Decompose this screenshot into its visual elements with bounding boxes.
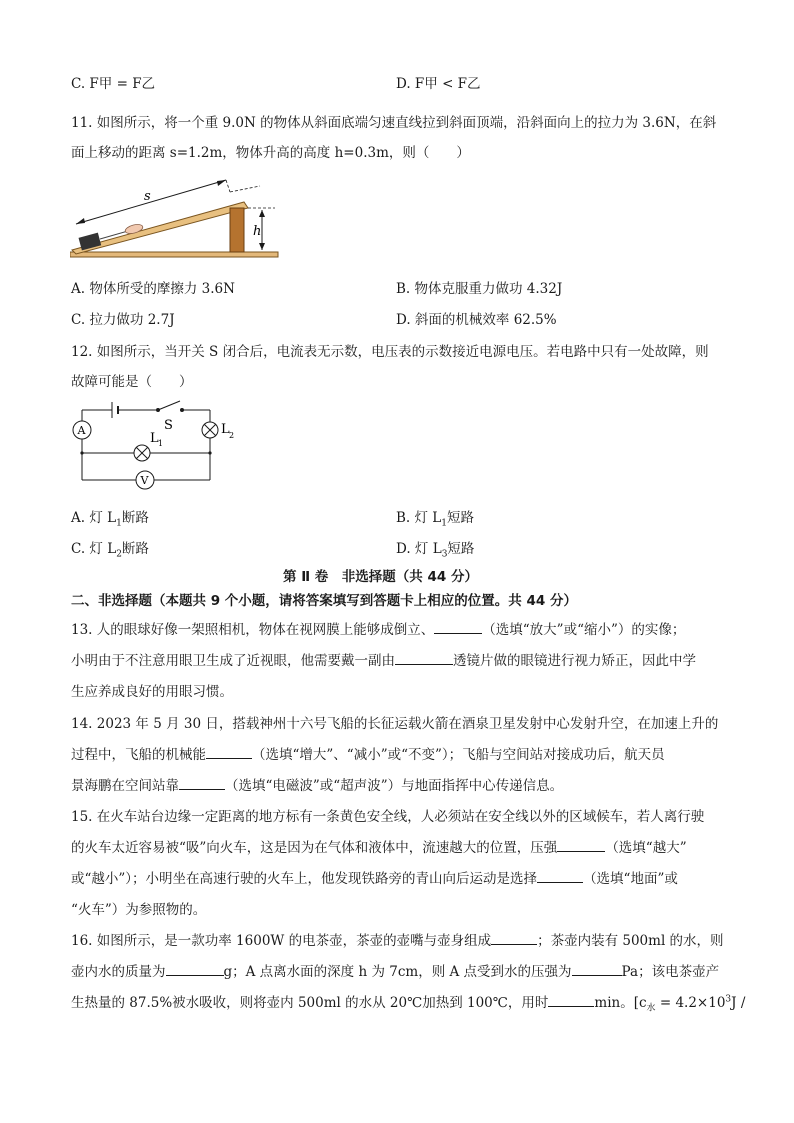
label-s: s bbox=[144, 189, 151, 204]
q16-line2: 壶内水的质量为 g；A 点离水面的深度 h 为 7cm，则 A 点受到水的压强为 Pa；该电茶壶产 bbox=[71, 960, 719, 980]
q16-blank4[interactable] bbox=[548, 992, 594, 1007]
q11-option-a: A. 物体所受的摩擦力 3.6N bbox=[71, 281, 235, 297]
q12-option-a: A. 灯 $L_1$断路 bbox=[71, 510, 149, 529]
q15-blank1[interactable] bbox=[557, 837, 605, 852]
voltmeter-label: V bbox=[140, 474, 149, 487]
q15-line1: 15. 在火车站台边缘一定距离的地方标有一条黄色安全线，人必须站在安全线以外的区域候车，若人离行驶 bbox=[71, 809, 705, 825]
q11-option-c: C. 拉力做功 2.7J bbox=[71, 312, 175, 328]
q12-option-b: B. 灯 $L_1$短路 bbox=[396, 510, 474, 529]
option-d-prev: D. F甲 < F乙 bbox=[396, 76, 481, 92]
q11-option-d: D. 斜面的机械效率 62.5% bbox=[396, 312, 557, 328]
part2-heading: 二、非选择题（本题共 9 个小题，请将答案填写到答题卡上相应的位置。共 44 分） bbox=[71, 593, 577, 609]
q15-line3: 或“越小”）；小明坐在高速行驶的火车上，他发现铁路旁的青山向后运动是选择 （选填“地面”或 bbox=[71, 867, 678, 887]
circuit-figure bbox=[70, 398, 245, 496]
q13-blank1[interactable] bbox=[434, 619, 482, 634]
q15-blank2[interactable] bbox=[537, 868, 583, 883]
q12-stem-line2: 故障可能是（ ） bbox=[71, 374, 193, 390]
q16-blank1[interactable] bbox=[491, 930, 537, 945]
q12-option-c: C. 灯 $L_2$断路 bbox=[71, 541, 149, 560]
q14-line2: 过程中，飞船的机械能 （选填“增大”、“减小”或“不变”）；飞船与空间站对接成功后，航天员 bbox=[71, 743, 665, 763]
support-block bbox=[230, 208, 244, 252]
q14-blank1[interactable] bbox=[206, 744, 252, 759]
lamp2-sub: 2 bbox=[229, 431, 235, 440]
q11-option-b: B. 物体克服重力做功 4.32J bbox=[396, 281, 563, 297]
q13-line2: 小明由于不注意用眼卫生成了近视眼，他需要戴一副由 透镜片做的眼镜进行视力矫正，因此中学 bbox=[71, 649, 696, 669]
lamp1-label: L bbox=[150, 431, 159, 446]
lamp2-label: L bbox=[221, 422, 230, 437]
q13-blank2[interactable] bbox=[395, 650, 453, 665]
lamp1-sub: 1 bbox=[158, 439, 164, 448]
q14-line1: 14. 2023 年 5 月 30 日，搭载神州十六号飞船的长征运载火箭在酒泉卫星发射中心发射升空，在加速上升的 bbox=[71, 716, 719, 732]
q16-line1: 16. 如图所示，是一款功率 1600W 的电茶壶，茶壶的壶嘴与壶身组成 ；茶壶内装有 500ml 的水，则 bbox=[71, 929, 724, 949]
q12-option-d: D. 灯 $L_3$短路 bbox=[396, 541, 475, 560]
label-h: h bbox=[253, 224, 262, 239]
option-c-prev: C. F甲 = F乙 bbox=[71, 76, 156, 92]
incline-plank bbox=[72, 202, 248, 254]
q13-line3: 生应养成良好的用眼习惯。 bbox=[71, 684, 233, 700]
section-title: 第 Ⅱ 卷 非选择题（共 44 分） bbox=[283, 569, 478, 585]
q13-line1: 13. 人的眼球好像一架照相机，物体在视网膜上能够成倒立、 （选填“放大”或“缩小”）的实像； bbox=[71, 618, 685, 638]
incline-figure bbox=[70, 172, 285, 264]
ground-plank bbox=[70, 252, 278, 257]
ammeter-label: A bbox=[77, 424, 86, 437]
q15-line4: “火车”）为参照物的。 bbox=[71, 902, 207, 918]
q14-line3: 景海鹏在空间站靠 （选填“电磁波”或“超声波”）与地面指挥中心传递信息。 bbox=[71, 774, 563, 794]
q16-blank2[interactable] bbox=[166, 961, 224, 976]
switch-label: S bbox=[164, 418, 173, 433]
q12-stem-line1: 12. 如图所示，当开关 S 闭合后，电流表无示数，电压表的示数接近电源电压。若电路中只有一处故障，则 bbox=[71, 344, 709, 360]
switch-lever bbox=[158, 401, 180, 410]
q14-blank2[interactable] bbox=[179, 775, 225, 790]
q15-line2: 的火车太近容易被“吸”向火车，这是因为在气体和液体中，流速越大的位置，压强 （选填“越大” bbox=[71, 836, 687, 856]
q16-blank3[interactable] bbox=[572, 961, 622, 976]
q11-stem-line2: 面上移动的距离 s=1.2m，物体升高的高度 h=0.3m，则（ ） bbox=[71, 145, 470, 161]
q16-line3: 生热量的 87.5%被水吸收，则将壶内 500ml 的水从 20℃加热到 100℃，用时 min。[$c_水 = 4.2\times 10^3J$ / bbox=[71, 991, 745, 1014]
q11-stem-line1: 11. 如图所示，将一个重 9.0N 的物体从斜面底端匀速直线拉到斜面顶端，沿斜面向上的拉力为 3.6N，在斜 bbox=[71, 115, 717, 131]
